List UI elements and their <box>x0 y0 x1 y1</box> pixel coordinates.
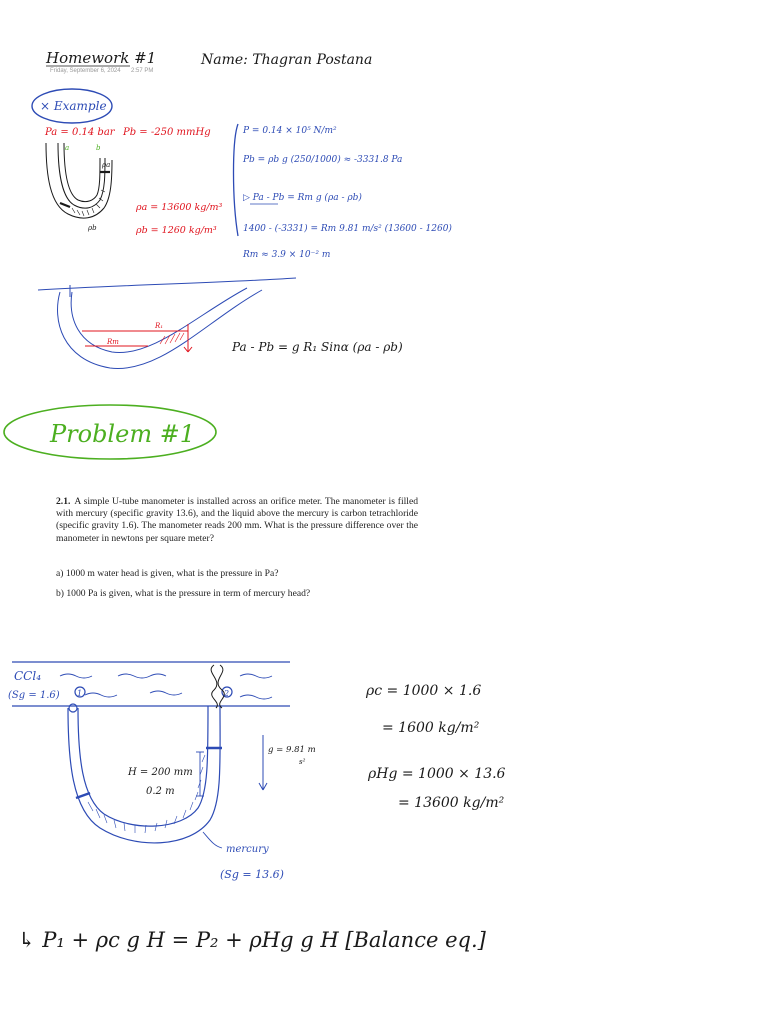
problem-statement <box>56 496 418 545</box>
balance-equation: ↳ P₁ + ρc g H = P₂ + ρHg g H [Balance eq.] <box>18 928 486 952</box>
problem-heading: Problem #1 <box>50 420 196 448</box>
example-label-b: b <box>96 144 101 152</box>
diagram-gravity: g = 9.81 m <box>268 745 316 755</box>
page-time: 2:57 PM <box>131 68 154 74</box>
example-u-tube <box>46 143 112 218</box>
example-rho-b: ρb = 1260 kg/m³ <box>136 225 217 236</box>
problem-part-a: a) 1000 m water head is given, what is the pressure in Pa? <box>56 568 279 579</box>
diagram-point-1: 1 <box>77 689 83 698</box>
student-name: Name: Thagran Postana <box>201 52 373 68</box>
example-eq-substitution: 1400 - (-3331) = Rm 9.81 m/s² (13600 - 1260) <box>243 224 452 234</box>
problem-part-b: b) 1000 Pa is given, what is the pressure in term of mercury head? <box>56 588 311 599</box>
page-date: Friday, September 6, 2024 <box>50 68 121 74</box>
example-label-rho-b-bottom: ρb <box>88 224 97 232</box>
example-label-a: a <box>65 144 70 152</box>
calc-rho-hg-value: = 13600 kg/m² <box>398 795 505 811</box>
example-eq-result: Rm ≈ 3.9 × 10⁻² m <box>243 250 331 260</box>
inclined-label-r1: R₁ <box>155 322 164 330</box>
diagram-height: H = 200 mm <box>128 767 193 778</box>
example-eq-pb: Pb = ρb g (250/1000) ≈ -3331.8 Pa <box>243 155 403 165</box>
calc-rho-hg: ρHg = 1000 × 13.6 <box>368 766 506 782</box>
inclined-label-rm: Rm <box>107 338 119 346</box>
tube-twist-left <box>211 665 217 708</box>
example-pa: Pa = 0.14 bar <box>45 127 115 138</box>
example-badge-label: × Example <box>40 99 107 113</box>
calc-rho-c: ρc = 1000 × 1.6 <box>366 683 482 699</box>
problem-number: 2.1. <box>56 496 71 507</box>
diagram-gravity-units: s² <box>299 758 306 766</box>
diagram-mercury-sg: (Sg = 13.6) <box>220 868 284 881</box>
inclined-formula: Pa - Pb = g R₁ Sinα (ρa - ρb) <box>232 340 403 354</box>
example-label-rho-a-side: ρa <box>102 161 111 169</box>
diagram-fluid-sg: (Sg = 1.6) <box>8 690 60 701</box>
diagram-height-m: 0.2 m <box>146 786 175 797</box>
calc-rho-c-value: = 1600 kg/m² <box>382 720 480 736</box>
diagram-point-2: 2 <box>224 689 230 698</box>
homework-title: Homework #1 <box>46 49 157 67</box>
inclined-manometer-sketch <box>38 278 296 368</box>
example-pb: Pb = -250 mmHg <box>123 127 211 138</box>
example-eq-pressure: P = 0.14 × 10⁵ N/m² <box>243 126 337 136</box>
tube-twist-right <box>218 665 224 708</box>
example-eq-difference: ▷ Pa - Pb = Rm g (ρa - ρb) <box>243 193 362 203</box>
diagram-fluid-name: CCl₄ <box>14 669 42 683</box>
example-bracket <box>234 124 239 236</box>
problem-body: A simple U-tube manometer is installed across an orifice meter. The manometer is filled with mercury (specific gravity 13.6), and the liquid above the mercury is carbon tetrachloride (specific gravity 1.6). The manometer reads 200 mm. What is the pressure difference over the manometer in newtons per square meter? <box>56 496 418 544</box>
example-rho-a: ρa = 13600 kg/m³ <box>136 202 223 213</box>
diagram-mercury-label: mercury <box>226 844 269 855</box>
